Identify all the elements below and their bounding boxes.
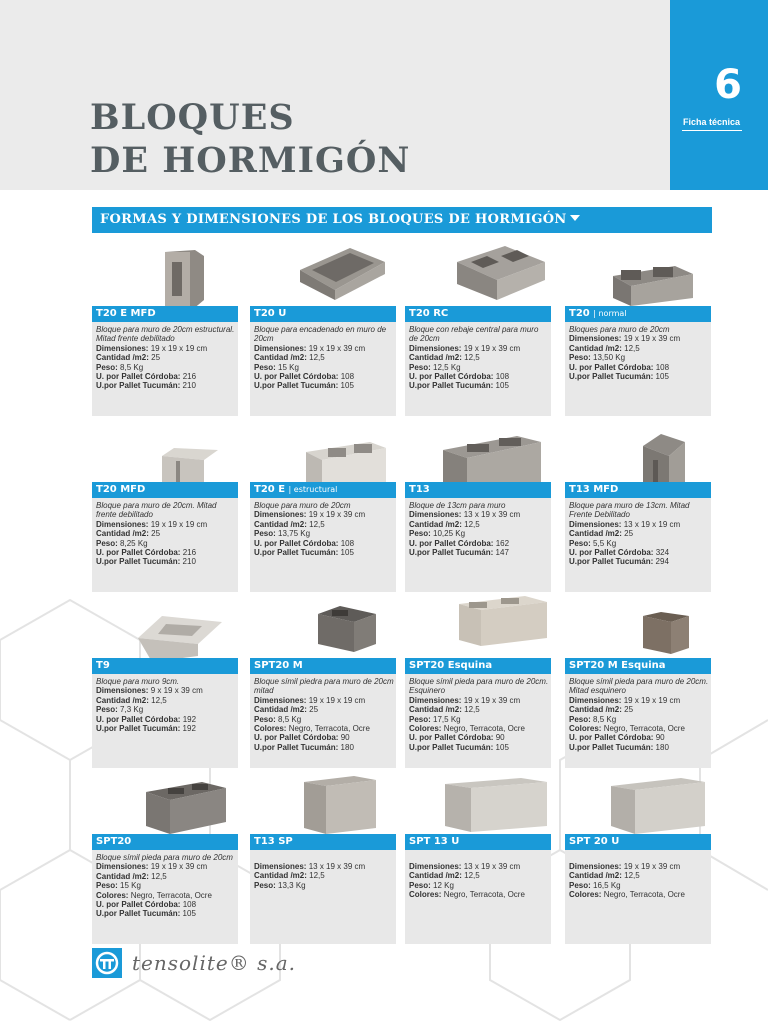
product-name: SPT20 [96, 836, 132, 847]
product-name: T13 [409, 484, 430, 495]
dimensions-value: 19 x 19 x 39 cm [623, 334, 681, 344]
dimensions-label: Dimensiones: [254, 510, 307, 520]
weight-value: 8,5 Kg [120, 362, 144, 372]
pallet-cordoba-label: U. por Pallet Córdoba: [254, 733, 339, 743]
product-header [92, 658, 238, 674]
quantity-value: 12,5 [464, 353, 480, 363]
pallet-tucuman-value: 180 [655, 742, 669, 752]
quantity-label: Cantidad /m2: [96, 353, 149, 363]
quantity-value: 12,5 [309, 519, 325, 529]
pallet-tucuman-label: U.por Pallet Tucumán: [96, 381, 181, 391]
pallet-tucuman-value: 105 [340, 548, 354, 558]
colors-label: Colores: [569, 724, 602, 734]
pallet-cordoba-label: U. por Pallet Córdoba: [254, 372, 339, 382]
product-header [565, 658, 711, 674]
weight-value: 16,5 Kg [593, 880, 621, 890]
weight-label: Peso: [409, 880, 431, 890]
product-image [250, 240, 396, 306]
sheet-number: 6 [714, 62, 742, 108]
pallet-cordoba-value: 90 [655, 733, 665, 743]
pallet-tucuman-label: U.por Pallet Tucumán: [96, 557, 181, 567]
pallet-tucuman-value: 210 [182, 381, 196, 391]
product-description: Bloque para muro de 13cm. Mitad Frente Debilitado [569, 501, 690, 520]
product-header [405, 482, 551, 498]
weight-value: 12 Kg [433, 880, 454, 890]
pallet-tucuman-label: U.por Pallet Tucumán: [254, 742, 339, 752]
dimensions-value: 19 x 19 x 19 cm [150, 519, 208, 529]
pallet-tucuman-value: 105 [340, 381, 354, 391]
pallet-cordoba-label: U. por Pallet Córdoba: [569, 548, 654, 558]
product-specs [565, 850, 711, 944]
pallet-cordoba-value: 108 [340, 372, 355, 382]
pallet-tucuman-value: 105 [655, 372, 669, 382]
weight-value: 13,75 Kg [278, 529, 311, 539]
pallet-cordoba-label: U. por Pallet Córdoba: [409, 733, 494, 743]
quantity-label: Cantidad /m2: [569, 343, 622, 353]
product-image [405, 416, 551, 482]
product-image [565, 416, 711, 482]
weight-label: Peso: [569, 880, 591, 890]
product-name: T20 RC [409, 308, 449, 319]
product-specs [405, 498, 551, 592]
pallet-tucuman-label: U.por Pallet Tucumán: [409, 381, 494, 391]
pallet-cordoba-value: 162 [495, 538, 510, 548]
product-specs [92, 850, 238, 944]
pallet-tucuman-label: U.por Pallet Tucumán: [569, 372, 654, 382]
dimensions-label: Dimensiones: [409, 510, 462, 520]
weight-label: Peso: [254, 880, 276, 890]
product-image [92, 768, 238, 834]
weight-value: 8,5 Kg [593, 714, 617, 724]
product-specs [565, 498, 711, 592]
product-description: Bloque símil pieda para muro de 20cm. Esquinero [409, 677, 549, 696]
weight-value: 15 Kg [120, 881, 141, 891]
pallet-cordoba-label: U. por Pallet Córdoba: [254, 538, 339, 548]
pallet-tucuman-label: U.por Pallet Tucumán: [96, 724, 181, 734]
quantity-label: Cantidad /m2: [96, 871, 149, 881]
product-image [92, 592, 238, 658]
weight-label: Peso: [96, 881, 118, 891]
product-name: SPT20 M [254, 660, 303, 671]
product-image [565, 768, 711, 834]
pallet-cordoba-label: U. por Pallet Córdoba: [409, 538, 494, 548]
product-specs [250, 674, 396, 768]
dimensions-value: 19 x 19 x 19 cm [150, 343, 208, 353]
pallet-cordoba-label: U. por Pallet Córdoba: [96, 372, 181, 382]
colors-value: Negro, Terracota, Ocre [130, 890, 212, 900]
dimensions-value: 19 x 19 x 39 cm [308, 343, 366, 353]
pallet-cordoba-value: 90 [495, 733, 505, 743]
quantity-value: 12,5 [624, 871, 640, 881]
product-specs [565, 674, 711, 768]
pallet-tucuman-value: 105 [182, 909, 196, 919]
dimensions-label: Dimensiones: [96, 862, 149, 872]
product-image [405, 240, 551, 306]
weight-label: Peso: [409, 714, 431, 724]
pallet-cordoba-label: U. por Pallet Córdoba: [409, 372, 494, 382]
colors-label: Colores: [96, 890, 129, 900]
quantity-value: 25 [151, 529, 161, 539]
weight-value: 8,5 Kg [278, 714, 302, 724]
product-header [405, 658, 551, 674]
weight-value: 5,5 Kg [593, 538, 617, 548]
quantity-value: 25 [624, 705, 634, 715]
quantity-value: 12,5 [151, 695, 167, 705]
product-specs [250, 322, 396, 416]
pallet-cordoba-value: 216 [182, 372, 197, 382]
pallet-cordoba-value: 108 [655, 362, 670, 372]
dimensions-value: 19 x 19 x 39 cm [150, 862, 208, 872]
product-description: Bloque símil pieda para muro de 20cm. Mitad esquinero [569, 677, 709, 696]
product-description: Bloque símil piedra para muro de 20cm mitad [254, 677, 394, 696]
dimensions-label: Dimensiones: [254, 862, 307, 871]
quantity-label: Cantidad /m2: [569, 529, 622, 539]
pallet-tucuman-value: 192 [182, 724, 196, 734]
quantity-value: 12,5 [151, 871, 167, 881]
product-name: T20 E | estructural [254, 484, 338, 495]
quantity-value: 12,5 [464, 705, 480, 715]
pallet-cordoba-value: 216 [182, 548, 197, 558]
blank-description [409, 853, 549, 862]
blank-description [254, 853, 394, 862]
quantity-label: Cantidad /m2: [409, 705, 462, 715]
colors-label: Colores: [409, 724, 442, 734]
quantity-value: 12,5 [309, 871, 325, 881]
page-title [90, 96, 410, 182]
product-name: T13 SP [254, 836, 293, 847]
pallet-tucuman-label: U.por Pallet Tucumán: [254, 381, 339, 391]
dimensions-value: 13 x 19 x 39 cm [463, 862, 521, 871]
product-header [92, 306, 238, 322]
product-description: Bloque para muro 9cm. [96, 677, 180, 686]
quantity-value: 25 [151, 353, 161, 363]
caret-down-icon [570, 215, 580, 221]
quantity-value: 25 [309, 705, 319, 715]
weight-label: Peso: [409, 529, 431, 539]
product-specs [250, 498, 396, 592]
dimensions-value: 19 x 19 x 39 cm [463, 343, 521, 353]
quantity-label: Cantidad /m2: [409, 519, 462, 529]
product-name: T9 [96, 660, 110, 671]
product-description: Bloques para muro de 20cm [569, 325, 670, 334]
product-description: Bloque para muro de 20cm [254, 501, 351, 510]
sheet-divider [682, 130, 742, 131]
weight-label: Peso: [254, 529, 276, 539]
product-image [250, 416, 396, 482]
product-header [92, 834, 238, 850]
product-description: Bloque para muro de 20cm estructural. Mitad frente debilitado [96, 325, 235, 344]
dimensions-label: Dimensiones: [569, 695, 622, 705]
dimensions-label: Dimensiones: [569, 519, 622, 529]
product-header [405, 834, 551, 850]
pallet-cordoba-label: U. por Pallet Córdoba: [96, 548, 181, 558]
dimensions-label: Dimensiones: [96, 686, 149, 696]
pallet-cordoba-value: 90 [340, 733, 350, 743]
pallet-tucuman-value: 105 [495, 742, 509, 752]
quantity-label: Cantidad /m2: [254, 353, 307, 363]
product-image [565, 592, 711, 658]
weight-label: Peso: [569, 714, 591, 724]
pallet-tucuman-value: 105 [495, 381, 509, 391]
dimensions-value: 19 x 19 x 39 cm [308, 510, 366, 520]
product-name: SPT20 Esquina [409, 660, 493, 671]
colors-label: Colores: [254, 724, 287, 734]
quantity-label: Cantidad /m2: [254, 705, 307, 715]
dimensions-label: Dimensiones: [409, 695, 462, 705]
weight-value: 13,3 Kg [278, 880, 306, 890]
pallet-cordoba-value: 108 [182, 900, 197, 910]
product-name: T20 E MFD [96, 308, 156, 319]
colors-value: Negro, Terracota, Ocre [603, 724, 685, 734]
product-specs [565, 322, 711, 416]
ficha-tecnica-tab [670, 0, 768, 190]
pallet-cordoba-label: U. por Pallet Córdoba: [569, 362, 654, 372]
weight-value: 12,5 Kg [433, 362, 461, 372]
weight-label: Peso: [409, 362, 431, 372]
pallet-tucuman-label: U.por Pallet Tucumán: [409, 548, 494, 558]
product-specs [92, 674, 238, 768]
product-image [250, 592, 396, 658]
weight-label: Peso: [96, 362, 118, 372]
pallet-cordoba-value: 324 [655, 548, 670, 558]
product-header [250, 482, 396, 498]
dimensions-label: Dimensiones: [409, 343, 462, 353]
dimensions-label: Dimensiones: [409, 862, 462, 871]
weight-value: 13,50 Kg [593, 353, 626, 363]
product-image [250, 768, 396, 834]
pallet-tucuman-label: U.por Pallet Tucumán: [409, 742, 494, 752]
product-header [565, 834, 711, 850]
quantity-value: 12,5 [464, 519, 480, 529]
product-name: T20 MFD [96, 484, 146, 495]
product-specs [405, 674, 551, 768]
dimensions-value: 13 x 19 x 39 cm [463, 510, 521, 520]
quantity-label: Cantidad /m2: [254, 871, 307, 881]
pallet-cordoba-value: 108 [495, 372, 510, 382]
sheet-label: Ficha técnica [683, 117, 741, 127]
product-specs [92, 498, 238, 592]
section-title: FORMAS Y DIMENSIONES DE LOS BLOQUES DE HORMIGÓN [100, 212, 567, 227]
product-name: SPT 20 U [569, 836, 620, 847]
section-header [92, 207, 712, 233]
product-name: T20 | normal [569, 308, 627, 319]
product-specs [405, 850, 551, 944]
pallet-cordoba-value: 192 [182, 714, 197, 724]
dimensions-value: 13 x 19 x 19 cm [623, 519, 681, 529]
quantity-label: Cantidad /m2: [569, 871, 622, 881]
product-description: Bloque para muro de 20cm. Mitad frente debilitado [96, 501, 217, 520]
colors-label: Colores: [409, 890, 442, 900]
dimensions-label: Dimensiones: [254, 343, 307, 353]
pallet-cordoba-label: U. por Pallet Córdoba: [96, 714, 181, 724]
product-name: SPT 13 U [409, 836, 460, 847]
weight-label: Peso: [96, 705, 118, 715]
blank-description [569, 853, 709, 862]
product-header [92, 482, 238, 498]
dimensions-value: 19 x 19 x 19 cm [623, 695, 681, 705]
product-description: Bloque de 13cm para muro [409, 501, 506, 510]
quantity-value: 25 [624, 529, 634, 539]
weight-label: Peso: [254, 714, 276, 724]
weight-value: 8,25 Kg [120, 538, 148, 548]
quantity-label: Cantidad /m2: [254, 519, 307, 529]
dimensions-value: 19 x 19 x 39 cm [623, 862, 681, 871]
product-description: Bloque para encadenado en muro de 20cm [254, 325, 387, 344]
weight-label: Peso: [96, 538, 118, 548]
product-description: Bloque con rebaje central para muro de 20cm [409, 325, 539, 344]
product-header [250, 306, 396, 322]
dimensions-value: 9 x 19 x 39 cm [150, 686, 203, 696]
product-specs [92, 322, 238, 416]
dimensions-label: Dimensiones: [569, 334, 622, 344]
pallet-cordoba-label: U. por Pallet Córdoba: [569, 733, 654, 743]
pallet-tucuman-value: 147 [495, 548, 509, 558]
pallet-tucuman-value: 294 [655, 557, 669, 567]
pallet-tucuman-label: U.por Pallet Tucumán: [569, 557, 654, 567]
dimensions-label: Dimensiones: [96, 343, 149, 353]
product-header [565, 482, 711, 498]
weight-label: Peso: [569, 353, 591, 363]
product-header [565, 306, 711, 322]
dimensions-value: 19 x 19 x 19 cm [308, 695, 366, 705]
dimensions-value: 19 x 19 x 39 cm [463, 695, 521, 705]
weight-value: 10,25 Kg [433, 529, 466, 539]
product-header [250, 834, 396, 850]
weight-label: Peso: [569, 538, 591, 548]
product-name: T13 MFD [569, 484, 619, 495]
title-line-1: BLOQUES [90, 97, 295, 138]
quantity-label: Cantidad /m2: [409, 871, 462, 881]
quantity-label: Cantidad /m2: [569, 705, 622, 715]
product-image [92, 416, 238, 482]
quantity-value: 12,5 [309, 353, 325, 363]
pallet-tucuman-value: 210 [182, 557, 196, 567]
pallet-tucuman-label: U.por Pallet Tucumán: [96, 909, 181, 919]
quantity-label: Cantidad /m2: [96, 695, 149, 705]
dimensions-value: 13 x 19 x 39 cm [308, 862, 366, 871]
pallet-tucuman-value: 180 [340, 742, 354, 752]
pallet-cordoba-value: 108 [340, 538, 355, 548]
quantity-value: 12,5 [624, 343, 640, 353]
colors-value: Negro, Terracota, Ocre [443, 890, 525, 900]
weight-value: 15 Kg [278, 362, 299, 372]
product-image [565, 240, 711, 306]
product-name: SPT20 M Esquina [569, 660, 666, 671]
dimensions-label: Dimensiones: [254, 695, 307, 705]
product-description: Bloque símil pieda para muro de 20cm [96, 853, 233, 862]
pallet-cordoba-label: U. por Pallet Córdoba: [96, 900, 181, 910]
weight-label: Peso: [254, 362, 276, 372]
pallet-tucuman-label: U.por Pallet Tucumán: [569, 742, 654, 752]
quantity-label: Cantidad /m2: [96, 529, 149, 539]
colors-value: Negro, Terracota, Ocre [603, 890, 685, 900]
weight-value: 7,3 Kg [120, 705, 144, 715]
product-specs [250, 850, 396, 944]
quantity-label: Cantidad /m2: [409, 353, 462, 363]
product-image [92, 240, 238, 306]
product-name: T20 U [254, 308, 287, 319]
dimensions-label: Dimensiones: [569, 862, 622, 871]
product-image [405, 768, 551, 834]
quantity-value: 12,5 [464, 871, 480, 881]
product-header [405, 306, 551, 322]
product-image [405, 592, 551, 658]
weight-value: 17,5 Kg [433, 714, 461, 724]
product-header [250, 658, 396, 674]
company-logo [92, 948, 296, 978]
dimensions-label: Dimensiones: [96, 519, 149, 529]
colors-value: Negro, Terracota, Ocre [288, 724, 370, 734]
colors-label: Colores: [569, 890, 602, 900]
colors-value: Negro, Terracota, Ocre [443, 724, 525, 734]
logo-mark-icon [92, 948, 122, 978]
product-specs [405, 322, 551, 416]
pallet-tucuman-label: U.por Pallet Tucumán: [254, 548, 339, 558]
title-line-2: DE HORMIGÓN [90, 140, 411, 181]
company-name: tensolite® s.a. [132, 951, 296, 975]
